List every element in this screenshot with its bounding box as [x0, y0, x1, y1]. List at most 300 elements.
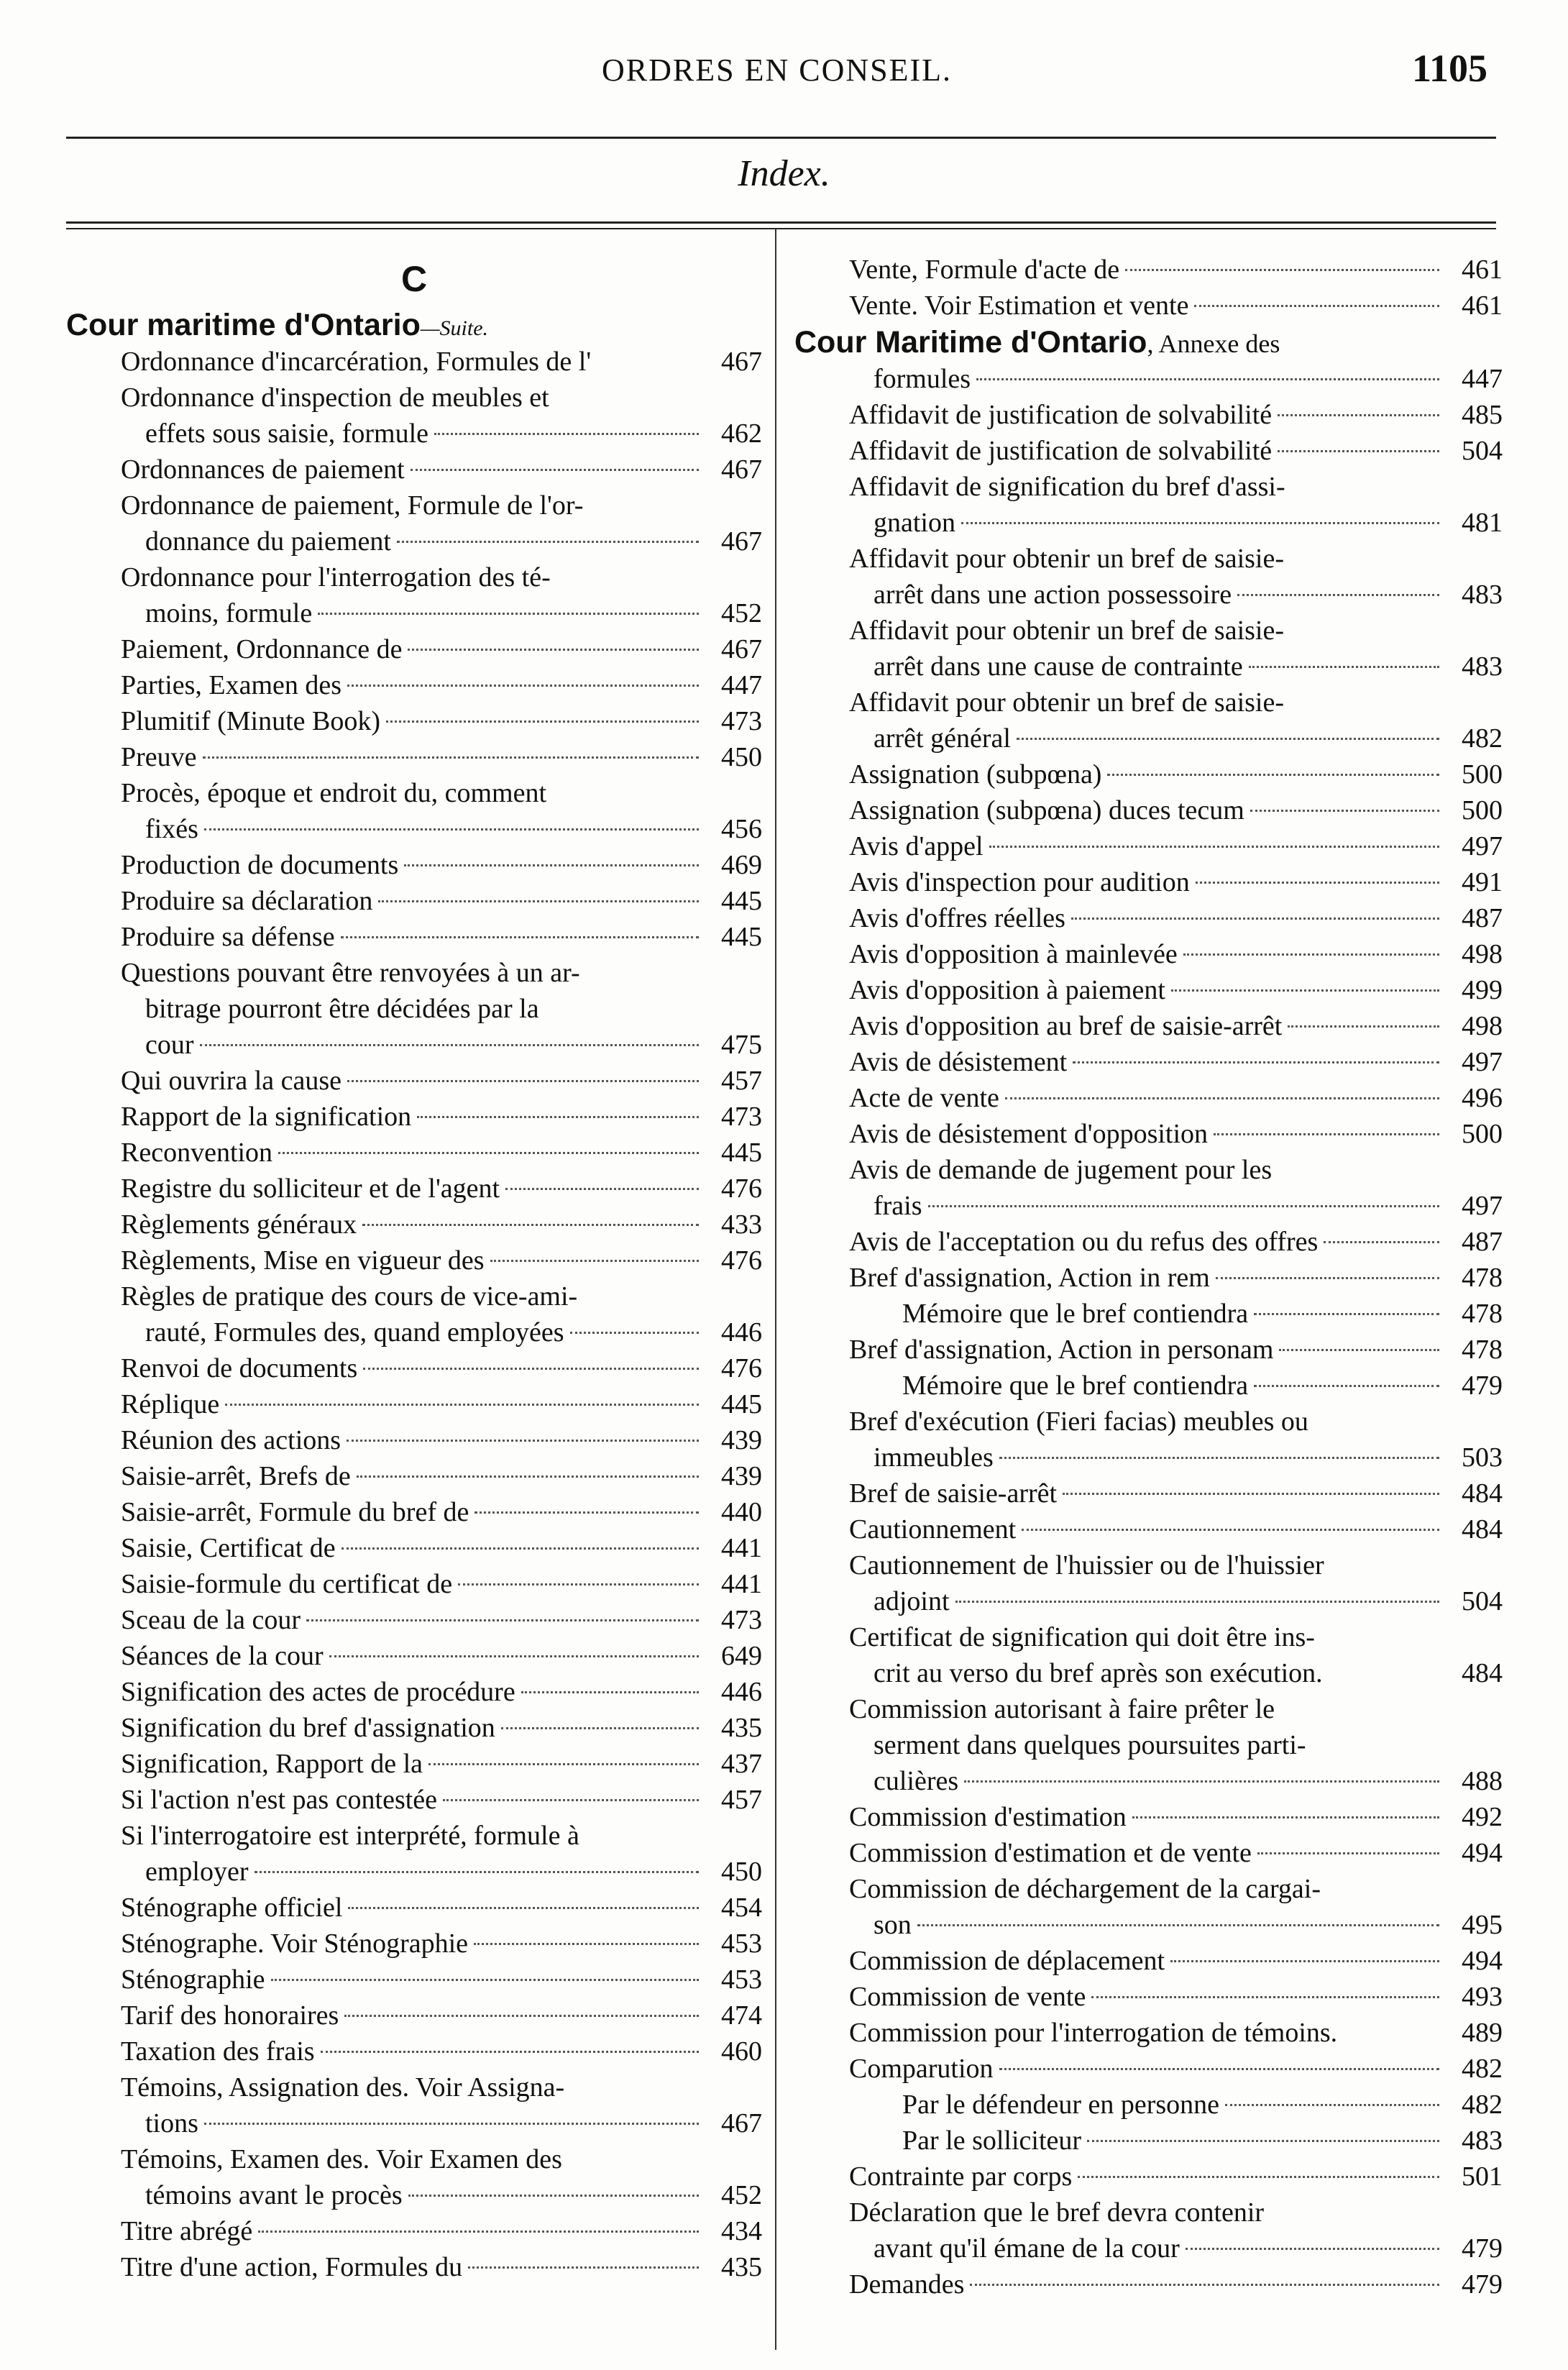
entry-page: 484 — [1462, 1478, 1503, 1509]
entry-page: 447 — [1462, 364, 1503, 394]
entry-page: 495 — [1462, 1910, 1503, 1940]
entry-text: Règlements généraux — [121, 1209, 357, 1240]
dot-leader — [1183, 953, 1439, 956]
dot-leader — [1125, 269, 1439, 271]
entry-text: Affidavit de signification du bref d'assi- — [849, 472, 1285, 502]
entry-text: Preuve — [121, 742, 197, 772]
entry-page: 501 — [1462, 2161, 1503, 2192]
dot-leader — [271, 1979, 699, 1981]
entry-text: adjoint — [874, 1586, 950, 1616]
dot-leader — [1237, 594, 1439, 596]
dot-leader — [999, 1457, 1439, 1459]
dot-leader — [589, 505, 699, 507]
dot-leader — [552, 792, 699, 795]
entry-text: Assignation (subpœna) duces tecum — [849, 795, 1244, 825]
index-entry — [66, 380, 762, 416]
index-entry — [794, 613, 1503, 649]
entry-text: Cautionnement — [849, 1514, 1017, 1545]
index-entry — [66, 1926, 762, 1962]
entry-text: moins, formule — [145, 598, 313, 628]
dot-leader — [928, 1205, 1439, 1207]
index-entry — [794, 1547, 1503, 1583]
double-rule — [66, 221, 1496, 229]
entry-page: 456 — [721, 814, 762, 844]
header-rule — [66, 137, 1496, 139]
entry-page: 494 — [1462, 1946, 1503, 1976]
index-entry — [66, 1063, 762, 1099]
index-entry — [66, 667, 762, 703]
left-entries — [66, 344, 762, 2285]
index-entry — [794, 1260, 1503, 1296]
index-entry — [66, 523, 762, 559]
entry-text: Commission autorisant à faire prêter le — [849, 1694, 1275, 1724]
entry-text: Bref de saisie-arrêt — [849, 1478, 1058, 1509]
index-entry — [66, 2213, 762, 2249]
index-title: Index. — [738, 153, 830, 194]
index-entry — [66, 1746, 762, 1782]
index-entry — [66, 1135, 762, 1171]
dot-leader — [347, 685, 699, 687]
dot-leader — [545, 1008, 699, 1010]
index-entry — [66, 2069, 762, 2105]
index-entry — [66, 1278, 762, 1314]
index-entry — [794, 900, 1503, 936]
index-entry — [66, 1207, 762, 1243]
dot-leader — [428, 1763, 699, 1765]
entry-page: 452 — [721, 598, 762, 628]
entry-page: 492 — [1462, 1802, 1503, 1832]
entry-page: 461 — [1462, 290, 1503, 321]
index-entry — [794, 577, 1503, 613]
entry-page: 439 — [721, 1425, 762, 1455]
index-entry — [66, 1782, 762, 1818]
entry-text: Avis de demande de jugement pour les — [849, 1155, 1273, 1185]
dot-leader — [976, 378, 1439, 380]
entry-page: 467 — [721, 347, 762, 377]
dot-leader — [1278, 450, 1439, 452]
heading-text: Cour maritime d'Ontario — [66, 308, 421, 342]
entry-text: Affidavit pour obtenir un bref de saisie- — [849, 544, 1285, 574]
dot-leader — [1312, 1744, 1439, 1747]
index-entry — [794, 2087, 1503, 2123]
entry-page: 446 — [721, 1677, 762, 1707]
index-entry — [794, 2195, 1503, 2231]
dot-leader — [1171, 989, 1439, 992]
dot-leader — [1249, 666, 1439, 668]
dot-leader — [1288, 1025, 1439, 1028]
entry-text: Déclaration que le bref devra contenir — [849, 2197, 1265, 2228]
entry-text: arrêt général — [874, 723, 1011, 754]
index-entry — [794, 756, 1503, 792]
index-entry — [794, 1188, 1503, 1224]
entry-text: Bref d'assignation, Action in rem — [849, 1263, 1210, 1293]
entry-page: 439 — [721, 1461, 762, 1491]
dot-leader — [1257, 1852, 1439, 1854]
index-entry — [794, 541, 1503, 577]
index-entry — [794, 2231, 1503, 2266]
entry-text: Avis d'inspection pour audition — [849, 867, 1190, 897]
entry-page: 491 — [1462, 867, 1503, 897]
dot-leader — [458, 1583, 699, 1586]
dot-leader — [1087, 2140, 1439, 2142]
entry-text: Avis d'offres réelles — [849, 903, 1065, 933]
entry-text: Sceau de la cour — [121, 1605, 301, 1635]
dot-leader — [1290, 630, 1439, 632]
entry-page: 445 — [721, 886, 762, 916]
index-entry — [794, 720, 1503, 756]
index-entry — [794, 649, 1503, 685]
entry-text: Commission de déplacement — [849, 1946, 1165, 1976]
entry-page: 476 — [721, 1173, 762, 1204]
right-entries — [794, 361, 1503, 2302]
dot-leader — [255, 1871, 699, 1873]
index-entry — [66, 1171, 762, 1207]
entry-text: Tarif des honoraires — [121, 2000, 339, 2031]
index-entry — [66, 1674, 762, 1710]
entry-text: Si l'action n'est pas contestée — [121, 1785, 438, 1815]
dot-leader — [555, 397, 699, 399]
dot-leader — [329, 1655, 699, 1657]
index-entry — [66, 2141, 762, 2177]
dot-leader — [1132, 1816, 1439, 1818]
entry-text: Signification, Rapport de la — [121, 1749, 423, 1779]
entry-page: 476 — [721, 1353, 762, 1383]
entry-page: 488 — [1462, 1766, 1503, 1796]
dot-leader — [1290, 702, 1439, 704]
dot-leader — [1022, 1529, 1439, 1531]
entry-page: 437 — [721, 1749, 762, 1779]
entry-text: crit au verso du bref après son exécution. — [874, 1658, 1323, 1688]
index-entry — [66, 2177, 762, 2213]
dot-leader — [1216, 1277, 1439, 1279]
index-entry — [794, 1475, 1503, 1511]
entry-page: 478 — [1462, 1263, 1503, 1293]
entry-page: 445 — [721, 1389, 762, 1419]
index-entry — [794, 1368, 1503, 1404]
index-entry — [794, 936, 1503, 972]
dot-leader — [597, 361, 699, 363]
entry-text: Certificat de signification qui doit être ins- — [849, 1622, 1315, 1652]
entry-page: 482 — [1462, 2054, 1503, 2084]
dot-leader — [568, 2159, 699, 2161]
index-entry — [794, 361, 1503, 397]
entry-text: Commission pour l'interrogation de témoins. — [849, 2018, 1338, 2048]
entry-page: 483 — [1462, 651, 1503, 682]
entry-text: Taxation des frais — [121, 2036, 315, 2067]
index-entry — [794, 1691, 1503, 1727]
entry-text: Produire sa déclaration — [121, 886, 373, 916]
entry-text: Par le solliciteur — [902, 2126, 1082, 2156]
entry-page: 494 — [1462, 1838, 1503, 1868]
entry-page: 498 — [1462, 939, 1503, 969]
entry-text: Ordonnance d'incarcération, Formules de l' — [121, 347, 592, 377]
index-entry — [794, 397, 1503, 433]
index-entry — [794, 1763, 1503, 1799]
entry-text: Ordonnance d'inspection de meubles et — [121, 383, 549, 413]
entry-page: 503 — [1462, 1442, 1503, 1473]
index-entry — [794, 1224, 1503, 1260]
entry-text: Plumitif (Minute Book) — [121, 706, 380, 736]
entry-page: 500 — [1462, 759, 1503, 790]
entry-page: 450 — [721, 1857, 762, 1887]
dot-leader — [225, 1404, 699, 1406]
dot-leader — [521, 1691, 699, 1693]
index-entry — [794, 1907, 1503, 1943]
index-entry — [66, 452, 762, 488]
dot-leader — [556, 577, 699, 579]
entry-text: Saisie-arrêt, Brefs de — [121, 1461, 351, 1491]
index-entry — [66, 1710, 762, 1746]
index-entry — [66, 1854, 762, 1890]
entry-text: tions — [145, 2108, 198, 2138]
section-heading-2 — [794, 324, 1503, 361]
entry-page: 500 — [1462, 1119, 1503, 1149]
entry-text: Signification des actes de procédure — [121, 1677, 515, 1707]
entry-text: Production de documents — [121, 850, 399, 880]
dot-leader — [1073, 1061, 1439, 1063]
entry-text: avant qu'il émane de la cour — [874, 2233, 1180, 2264]
index-entry — [66, 1099, 762, 1135]
entry-page: 452 — [721, 2180, 762, 2210]
heading-suffix-2: , Annexe des — [1147, 329, 1280, 358]
index-entry — [794, 2123, 1503, 2159]
entry-page: 478 — [1462, 1299, 1503, 1329]
dot-leader — [1063, 1493, 1439, 1495]
entry-text: Ordonnance de paiement, Formule de l'or- — [121, 490, 584, 521]
entry-text: Signification du bref d'assignation — [121, 1713, 495, 1743]
entry-text: Règlements, Mise en vigueur des — [121, 1245, 485, 1276]
dot-leader — [306, 1619, 699, 1621]
dot-leader — [1186, 2248, 1439, 2250]
index-entry — [794, 972, 1503, 1008]
index-entry — [66, 1350, 762, 1386]
entry-text: Bref d'assignation, Action in personam — [849, 1335, 1274, 1365]
entry-page: 460 — [721, 2036, 762, 2067]
dot-leader — [1279, 1349, 1439, 1351]
entry-text: Affidavit pour obtenir un bref de saisie- — [849, 616, 1285, 646]
dot-leader — [378, 900, 699, 902]
entry-page: 467 — [721, 454, 762, 485]
entry-text: Avis de désistement — [849, 1047, 1068, 1077]
entry-text: Vente, Formule d'acte de — [849, 255, 1120, 285]
section-heading — [66, 306, 762, 344]
dot-leader — [1329, 1673, 1439, 1675]
entry-text: Cautionnement de l'huissier ou de l'huissier — [849, 1550, 1324, 1580]
entry-page: 454 — [721, 1893, 762, 1923]
entry-page: 473 — [721, 1102, 762, 1132]
dot-leader — [204, 2123, 699, 2125]
dot-leader — [1078, 2176, 1439, 2178]
dot-leader — [1278, 1169, 1439, 1171]
index-entry — [66, 488, 762, 523]
entry-text: fixés — [145, 814, 198, 844]
dot-leader — [1326, 1888, 1439, 1890]
running-head — [66, 43, 1487, 108]
index-entry — [794, 1044, 1503, 1080]
entry-page: 474 — [721, 2000, 762, 2031]
dot-leader — [1214, 1133, 1439, 1135]
entry-text: Titre abrégé — [121, 2216, 253, 2246]
entry-text: Paiement, Ordonnance de — [121, 634, 403, 664]
index-entry — [794, 1008, 1503, 1044]
entry-text: Ordonnance pour l'interrogation des té- — [121, 562, 551, 592]
dot-leader — [434, 433, 699, 435]
index-entry — [66, 1243, 762, 1278]
index-entry — [66, 344, 762, 380]
entry-page: 445 — [721, 922, 762, 952]
dot-leader — [258, 2231, 699, 2233]
entry-page: 504 — [1462, 436, 1503, 466]
entry-text: Avis d'opposition à mainlevée — [849, 939, 1178, 969]
index-entry — [66, 919, 762, 955]
entry-page: 484 — [1462, 1514, 1503, 1545]
entry-text: serment dans quelques poursuites parti- — [874, 1730, 1306, 1760]
entry-page: 457 — [721, 1066, 762, 1096]
index-entry — [794, 2051, 1503, 2087]
index-entry — [66, 631, 762, 667]
dot-leader — [341, 936, 699, 938]
entry-page: 433 — [721, 1209, 762, 1240]
index-entry — [794, 1440, 1503, 1475]
entry-page: 440 — [721, 1497, 762, 1527]
index-entry — [66, 2249, 762, 2285]
dot-leader — [570, 1332, 699, 1334]
dot-leader — [348, 1907, 699, 1909]
entry-text: Règles de pratique des cours de vice-ami- — [121, 1281, 578, 1312]
index-entry — [794, 2159, 1503, 2195]
entry-text: Ordonnances de paiement — [121, 454, 405, 485]
dot-leader — [501, 1727, 699, 1729]
entry-text: Mémoire que le bref contiendra — [902, 1371, 1249, 1401]
dot-leader — [1250, 810, 1439, 812]
dot-leader — [989, 846, 1439, 848]
dot-leader — [397, 541, 699, 543]
entry-page: 479 — [1462, 2233, 1503, 2264]
entry-page: 483 — [1462, 580, 1503, 610]
dot-leader — [583, 1296, 699, 1298]
dot-leader — [344, 2015, 699, 2017]
entry-text: Si l'interrogatoire est interprété, formule à — [121, 1821, 579, 1851]
entry-text: formules — [874, 364, 971, 394]
index-entry — [66, 559, 762, 595]
dot-leader — [1291, 486, 1439, 488]
index-entry — [66, 1530, 762, 1566]
dot-leader — [1091, 1996, 1439, 1998]
entry-page: 485 — [1462, 400, 1503, 430]
dot-leader — [474, 1943, 699, 1945]
index-entry — [66, 416, 762, 452]
entry-text: Questions pouvant être renvoyées à un ar- — [121, 958, 580, 988]
entry-page: 487 — [1462, 1227, 1503, 1257]
entry-text: rauté, Formules des, quand employées — [145, 1317, 564, 1348]
entry-text: Avis d'opposition à paiement — [849, 975, 1165, 1005]
index-entry — [66, 1422, 762, 1458]
entry-text: Renvoi de documents — [121, 1353, 358, 1383]
entry-text: Rapport de la signification — [121, 1102, 412, 1132]
index-entry — [794, 1979, 1503, 2015]
entry-text: Sténographe officiel — [121, 1893, 343, 1923]
entry-page: 434 — [721, 2216, 762, 2246]
index-entry — [794, 1799, 1503, 1835]
dot-leader — [1107, 774, 1439, 776]
index-entry — [66, 1458, 762, 1494]
entry-text: Vente. Voir Estimation et vente — [849, 290, 1189, 321]
index-entry — [794, 1943, 1503, 1979]
entry-text: effets sous saisie, formule — [145, 418, 428, 449]
dot-leader — [468, 2266, 699, 2269]
index-entry — [794, 1835, 1503, 1871]
dot-leader — [964, 1780, 1439, 1783]
dot-leader — [1343, 2032, 1439, 2034]
section-letter: C — [400, 259, 428, 299]
dot-leader — [1314, 1421, 1439, 1423]
dot-leader — [386, 720, 699, 723]
dot-leader — [917, 1924, 1439, 1926]
dot-leader — [347, 1440, 699, 1442]
dot-leader — [341, 1547, 699, 1550]
entry-text: Avis de l'acceptation ou du refus des offres — [849, 1227, 1319, 1257]
entry-page: 497 — [1462, 1191, 1503, 1221]
entry-text: Qui ouvrira la cause — [121, 1066, 342, 1096]
index-entry — [66, 991, 762, 1027]
entry-text: cour — [145, 1030, 194, 1060]
index-entry — [794, 1080, 1503, 1116]
entry-text: Bref d'exécution (Fieri facias) meubles ou — [849, 1406, 1308, 1437]
entry-text: Titre d'une action, Formules du — [121, 2252, 463, 2282]
index-entry — [66, 1602, 762, 1638]
entry-text: Sténographe. Voir Sténographie — [121, 1929, 469, 1959]
dot-leader — [1278, 414, 1439, 416]
entry-text: Réplique — [121, 1389, 220, 1419]
entry-text: immeubles — [874, 1442, 994, 1473]
entry-page: 504 — [1462, 1586, 1503, 1616]
entry-page: 649 — [721, 1641, 762, 1671]
dot-leader — [1321, 1637, 1439, 1639]
entry-page: 450 — [721, 742, 762, 772]
entry-page: 446 — [721, 1317, 762, 1348]
index-entry — [66, 883, 762, 919]
entry-page: 482 — [1462, 2090, 1503, 2120]
dot-leader — [1324, 1241, 1439, 1243]
entry-text: Affidavit de justification de solvabilité — [849, 436, 1273, 466]
dot-leader — [474, 1511, 699, 1514]
dot-leader — [408, 2195, 699, 2197]
entry-page: 473 — [721, 1605, 762, 1635]
entry-text: Registre du solliciteur et de l'agent — [121, 1173, 500, 1204]
entry-text: employer — [145, 1857, 249, 1887]
dot-leader — [1017, 738, 1439, 740]
dot-leader — [1254, 1313, 1439, 1315]
index-entry — [794, 2266, 1503, 2302]
index-entry — [66, 1890, 762, 1926]
dot-leader — [1290, 558, 1439, 560]
entry-page: 457 — [721, 1785, 762, 1815]
index-entry — [66, 739, 762, 775]
entry-text: Témoins, Assignation des. Voir Assigna- — [121, 2072, 565, 2103]
left-column — [66, 252, 762, 2285]
dot-leader — [204, 828, 699, 831]
entry-text: Affidavit pour obtenir un bref de saisie- — [849, 687, 1285, 718]
entry-page: 487 — [1462, 903, 1503, 933]
index-entry — [794, 1511, 1503, 1547]
index-entry — [794, 505, 1503, 541]
dot-leader — [362, 1224, 699, 1226]
entry-page: 467 — [721, 2108, 762, 2138]
entry-page: 467 — [721, 634, 762, 664]
dot-leader — [408, 649, 699, 651]
index-entry — [66, 955, 762, 991]
entry-page: 467 — [721, 526, 762, 557]
